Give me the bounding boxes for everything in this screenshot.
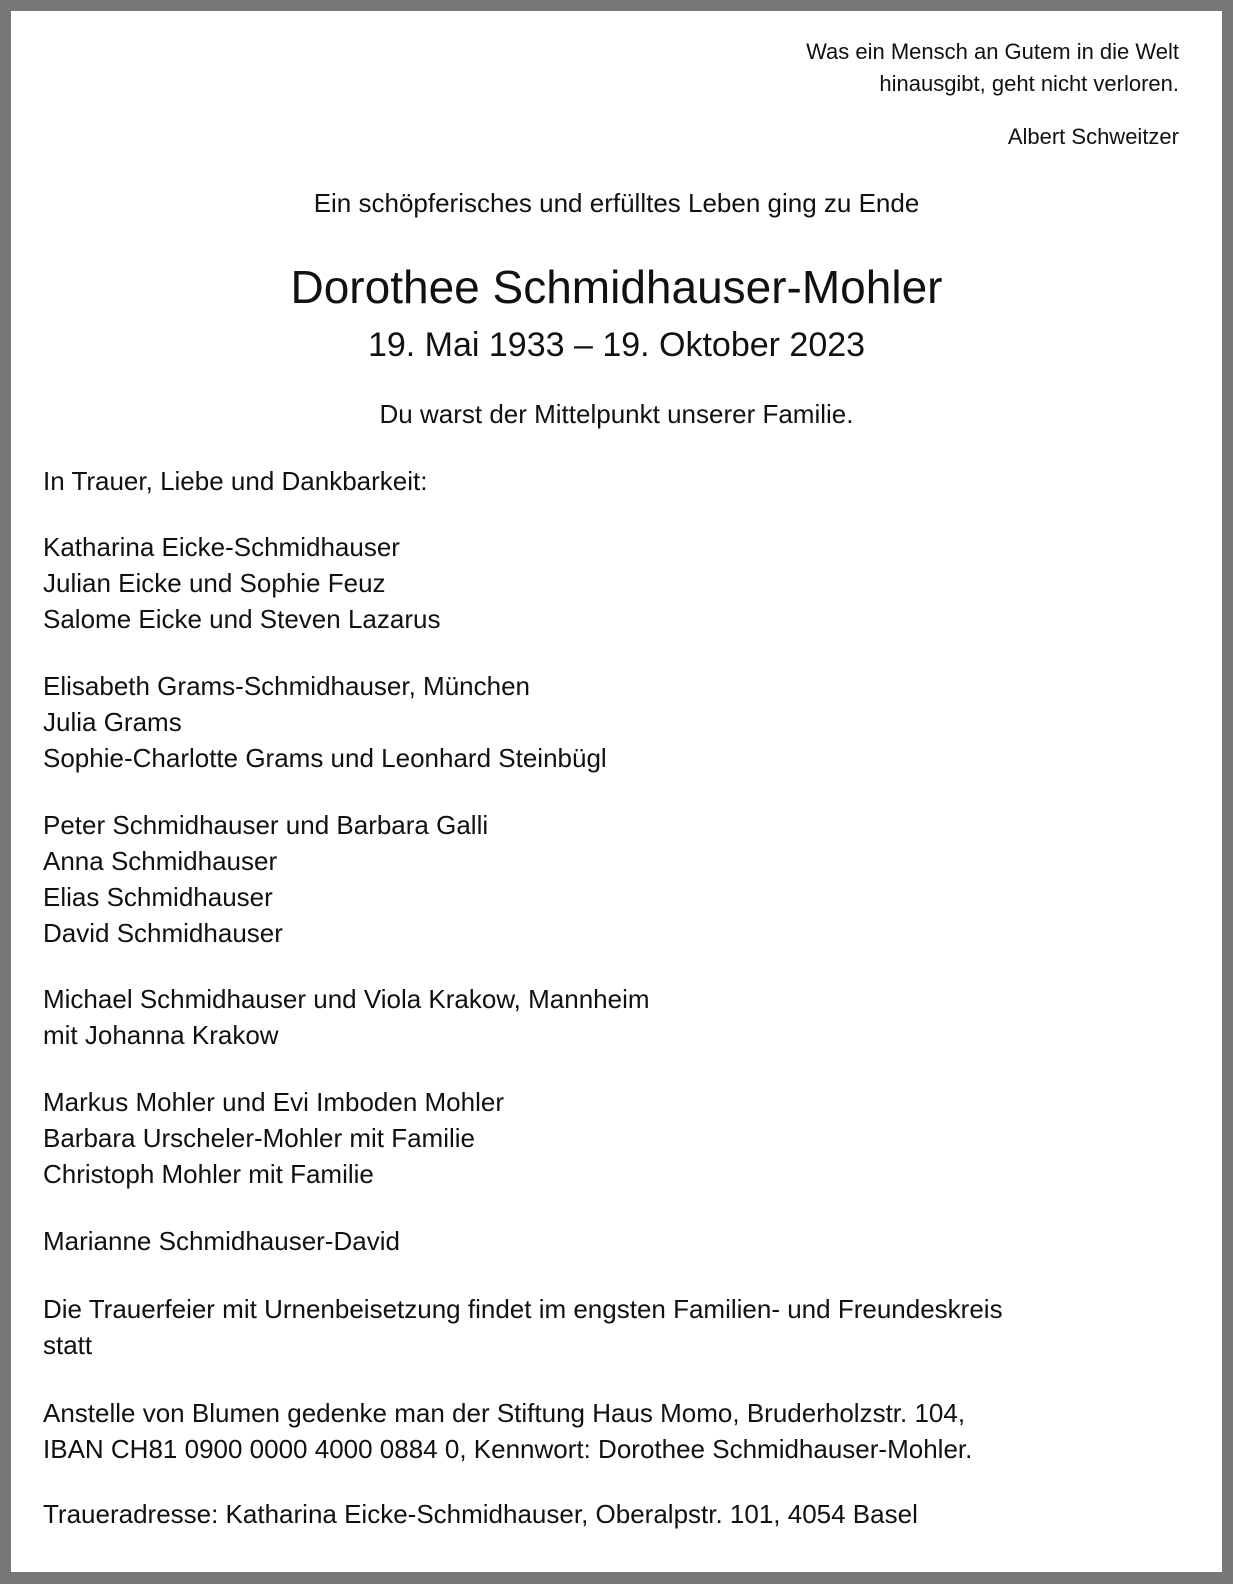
family-member: Barbara Urscheler-Mohler mit Familie: [43, 1123, 475, 1153]
family-member: Anna Schmidhauser: [43, 846, 278, 876]
family-group: [43, 668, 607, 776]
ceremony-notice: [43, 1291, 1003, 1363]
family-member: Elisabeth Grams-Schmidhauser, München: [43, 671, 531, 701]
family-member: Julian Eicke und Sophie Feuz: [43, 568, 386, 598]
family-group: [43, 1223, 400, 1259]
quote-line: Was ein Mensch an Gutem in die Welt: [806, 39, 1179, 64]
donation-notice: [43, 1395, 972, 1467]
quote-line: hinausgibt, geht nicht verloren.: [879, 71, 1179, 96]
deceased-name: Dorothee Schmidhauser-Mohler: [290, 261, 943, 313]
family-group: [43, 529, 440, 637]
quote-author: Albert Schweitzer: [1007, 124, 1179, 149]
life-dates: 19. Mai 1933 – 19. Oktober 2023: [367, 326, 866, 364]
tagline: Du warst der Mittelpunkt unserer Familie.: [379, 399, 854, 429]
family-member: Christoph Mohler mit Familie: [43, 1159, 374, 1189]
family-member: Elias Schmidhauser: [43, 882, 273, 912]
family-group: [43, 807, 488, 951]
family-member: Marianne Schmidhauser-David: [43, 1226, 400, 1256]
donation-line: Anstelle von Blumen gedenke man der Stiftung Haus Momo, Bruderholzstr. 104,: [43, 1398, 966, 1428]
family-member: Peter Schmidhauser und Barbara Galli: [43, 810, 489, 840]
donation-line: IBAN CH81 0900 0000 4000 0884 0, Kennwort: Dorothee Schmidhauser-Mohler.: [43, 1434, 973, 1464]
family-group: [43, 1084, 504, 1192]
ceremony-line: Die Trauerfeier mit Urnenbeisetzung findet im engsten Familien- und Freundeskreis: [43, 1294, 1003, 1324]
intro-text: Ein schöpferisches und erfülltes Leben ging zu Ende: [313, 188, 920, 218]
ceremony-line: statt: [43, 1330, 93, 1360]
family-member: Markus Mohler und Evi Imboden Mohler: [43, 1087, 504, 1117]
family-member: mit Johanna Krakow: [43, 1020, 279, 1050]
family-member: David Schmidhauser: [43, 918, 283, 948]
family-member: Julia Grams: [43, 707, 182, 737]
family-member: Salome Eicke und Steven Lazarus: [43, 604, 441, 634]
family-group: [43, 981, 650, 1053]
family-member: Sophie-Charlotte Grams und Leonhard Steinbügl: [43, 743, 607, 773]
family-member: Michael Schmidhauser und Viola Krakow, Mannheim: [43, 984, 650, 1014]
mourning-heading: In Trauer, Liebe und Dankbarkeit:: [43, 466, 428, 496]
mourning-address: Traueradresse: Katharina Eicke-Schmidhauser, Oberalpstr. 101, 4054 Basel: [43, 1499, 918, 1529]
family-member: Katharina Eicke-Schmidhauser: [43, 532, 400, 562]
obituary-page: [11, 11, 1222, 1572]
